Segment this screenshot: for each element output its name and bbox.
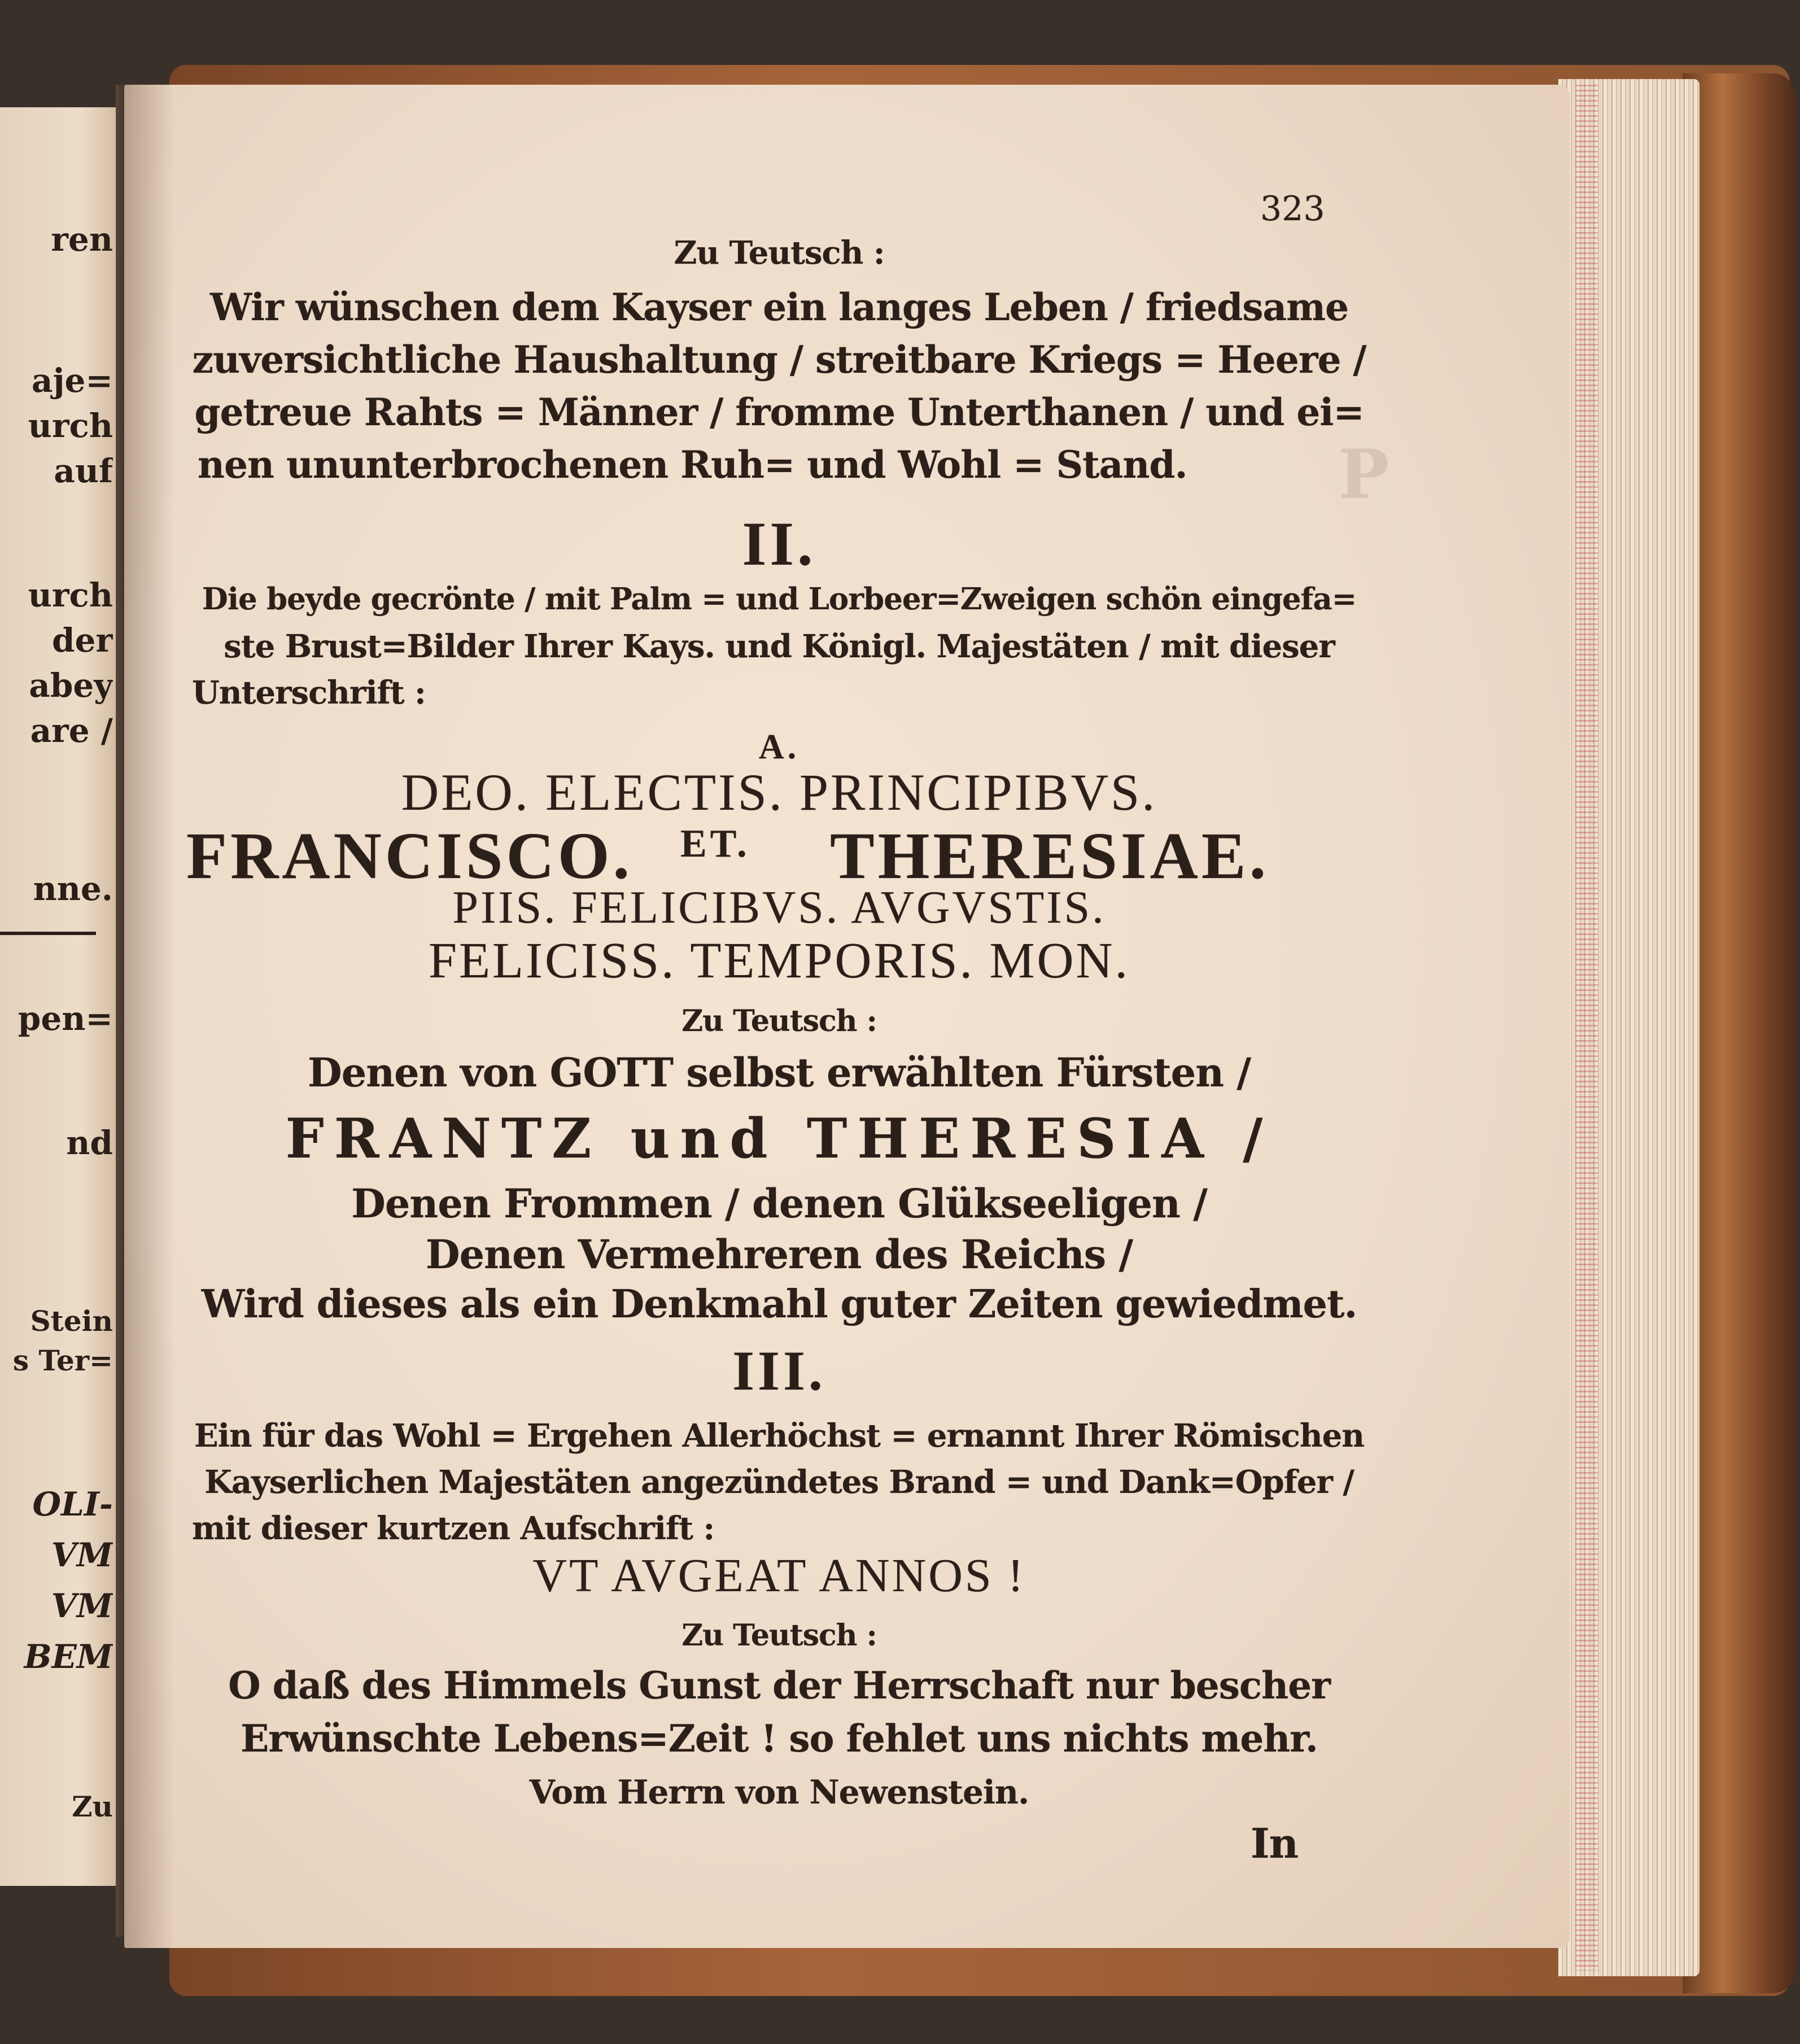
left-page-fragment: [0, 107, 119, 1886]
section2-description-line: Unterschrift :: [192, 674, 426, 711]
german-translation-line: Denen von GOTT selbst erwählten Fürsten /: [308, 1049, 1251, 1096]
latin-inscription-line: PIIS. FELICIBVS. AVGVSTIS.: [452, 881, 1106, 933]
left-fragment: s Ter=: [12, 1344, 113, 1377]
german-translation-line: Denen Vermehreren des Reichs /: [425, 1231, 1133, 1278]
left-fragment: nne.: [33, 870, 113, 908]
left-fragment: VM: [51, 1587, 113, 1625]
section3-description-line: mit dieser kurtzen Aufschrift :: [192, 1510, 715, 1547]
left-fragment: urch: [28, 576, 113, 614]
section2-heading: Zu Teutsch :: [681, 1004, 877, 1038]
left-fragment: BEM: [24, 1637, 113, 1676]
show-through: [847, 1338, 860, 1418]
left-fragment: nd: [66, 1124, 113, 1162]
left-fragment: are /: [30, 711, 113, 750]
page-shadow: [124, 85, 175, 1948]
left-fragment: ren: [51, 220, 113, 259]
latin-inscription-et: ET.: [680, 822, 750, 866]
german-translation-line: Wird dieses als ein Denkmahl guter Zeiten gewiedmet.: [201, 1282, 1357, 1327]
german-translation-line: Denen Frommen / denen Glükseeligen /: [351, 1180, 1207, 1227]
cover-edge: [1683, 73, 1795, 1993]
latin-motto: VT AVGEAT ANNOS !: [532, 1549, 1026, 1602]
section2-numeral: II.: [742, 509, 816, 578]
section2-description-line: ste Brust=Bilder Ihrer Kays. und Königl. Majestäten / mit dieser: [224, 628, 1335, 665]
section3-description-line: Ein für das Wohl = Ergehen Allerhöchst = ernannt Ihrer Römischen: [194, 1417, 1364, 1455]
section1-line: nen ununterbrochenen Ruh= und Wohl = Stand.: [198, 443, 1187, 487]
section1-line: zuversichtliche Haushaltung / streitbare Kriegs = Heere /: [192, 338, 1366, 382]
left-fragment: abey: [29, 666, 113, 705]
left-fragment: urch: [28, 407, 113, 445]
left-fragment: aje=: [31, 361, 113, 400]
section3-description-line: Kayserlichen Majestäten angezündetes Brand = und Dank=Opfer /: [204, 1464, 1354, 1501]
latin-inscription-line: DEO. ELECTIS. PRINCIPIBVS.: [401, 763, 1157, 821]
left-fragment: OLI-: [32, 1485, 113, 1523]
left-fragment: der: [51, 621, 113, 660]
red-sprinkled-edge: [1575, 85, 1598, 1971]
left-fragment: pen=: [18, 999, 113, 1038]
left-fragment: auf: [54, 452, 113, 490]
verse-line: O daß des Himmels Gunst der Herrschaft nur bescher: [228, 1663, 1330, 1707]
latin-inscription-theresiae: THERESIAE.: [830, 819, 1270, 893]
section1-line: getreue Rahts = Männer / fromme Unterthanen / und ei=: [194, 390, 1364, 434]
left-fragment: Stein: [30, 1304, 113, 1338]
german-translation-names: FRANTZ und THERESIA /: [285, 1107, 1273, 1171]
show-through: [1214, 689, 1222, 736]
catchword: In: [1251, 1819, 1299, 1867]
left-rule: [0, 932, 96, 935]
attribution: Vom Herrn von Newenstein.: [529, 1773, 1029, 1811]
left-fragment: VM: [51, 1536, 113, 1574]
left-fragment: Zu: [72, 1790, 113, 1823]
section2-description-line: Die beyde gecrönte / mit Palm = und Lorbeer=Zweigen schön eingefa=: [202, 582, 1357, 617]
verse-line: Erwünschte Lebens=Zeit ! so fehlet uns nichts mehr.: [241, 1717, 1318, 1761]
section1-line: Wir wünschen dem Kayser ein langes Leben / friedsame: [209, 285, 1349, 329]
section1-heading: Zu Teutsch :: [674, 234, 885, 272]
section3-heading: Zu Teutsch :: [681, 1618, 877, 1653]
section2-mark: A.: [758, 728, 800, 766]
page-number: 323: [1260, 189, 1325, 229]
show-through: P: [1338, 435, 1390, 514]
latin-inscription-line: FELICISS. TEMPORIS. MON.: [428, 933, 1130, 989]
latin-inscription-francisco: FRANCISCO.: [186, 819, 633, 893]
section3-numeral: III.: [732, 1339, 826, 1402]
